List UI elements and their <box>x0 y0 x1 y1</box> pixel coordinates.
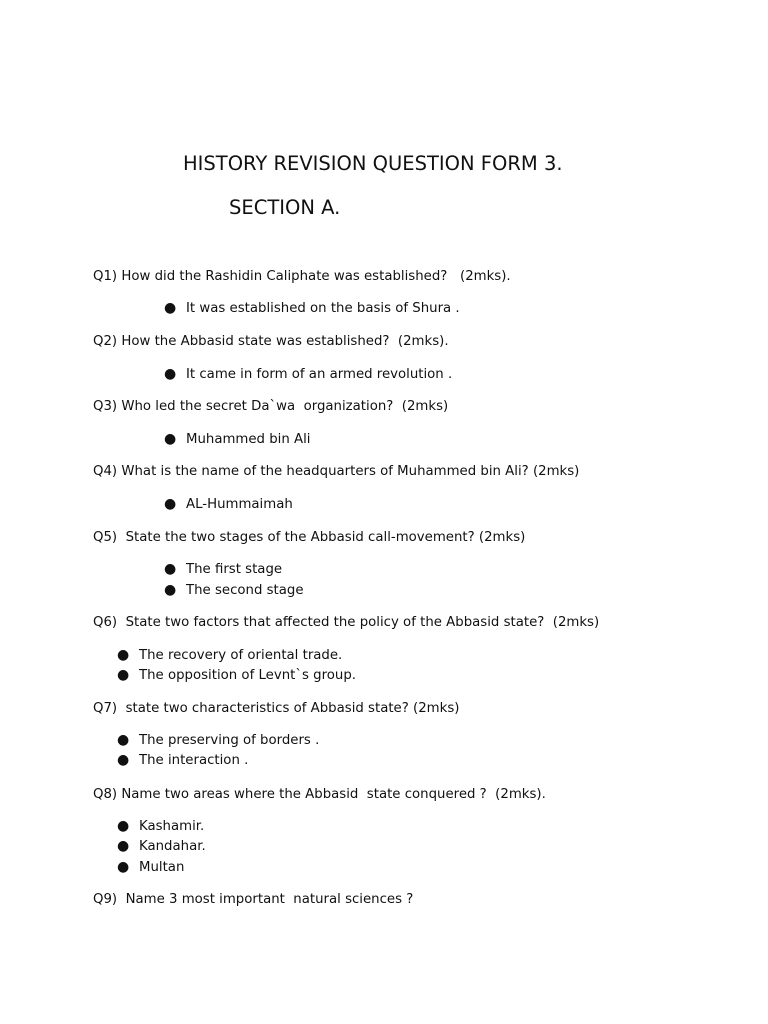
answer-item <box>164 431 311 447</box>
question-3: Q3) Who led the secret Da`wa organization? (2mks) <box>93 399 449 414</box>
answer-text: Kandahar. <box>139 839 206 854</box>
question-5: Q5) State the two stages of the Abbasid call-movement? (2mks) <box>93 530 526 545</box>
bullet-icon: ● <box>164 366 177 382</box>
question-8: Q8) Name two areas where the Abbasid state conquered ? (2mks). <box>93 787 546 802</box>
bullet-icon: ● <box>164 431 177 447</box>
answer-text: The interaction . <box>139 753 249 768</box>
answer-text: Muhammed bin Ali <box>186 432 311 447</box>
question-4: Q4) What is the name of the headquarters of Muhammed bin Ali? (2mks) <box>93 464 580 479</box>
question-2: Q2) How the Abbasid state was established? (2mks). <box>93 334 449 349</box>
bullet-icon: ● <box>164 582 177 598</box>
answer-text: Multan <box>139 860 185 875</box>
question-9: Q9) Name 3 most important natural sciences ? <box>93 892 414 907</box>
bullet-icon: ● <box>117 667 130 683</box>
answer-text: It was established on the basis of Shura . <box>186 301 460 316</box>
answer-item <box>117 667 356 683</box>
answer-text: The first stage <box>186 562 283 577</box>
question-1: Q1) How did the Rashidin Caliphate was established? (2mks). <box>93 269 511 284</box>
question-7: Q7) state two characteristics of Abbasid state? (2mks) <box>93 701 460 716</box>
answer-text: The preserving of borders . <box>139 733 320 748</box>
answer-item <box>164 582 304 598</box>
answer-item <box>117 752 249 768</box>
answer-item <box>164 561 283 577</box>
answer-item <box>117 859 185 875</box>
answer-text: Kashamir. <box>139 819 205 834</box>
question-6: Q6) State two factors that affected the policy of the Abbasid state? (2mks) <box>93 615 600 630</box>
bullet-icon: ● <box>164 496 177 512</box>
answer-item <box>164 366 453 382</box>
bullet-icon: ● <box>164 561 177 577</box>
bullet-icon: ● <box>117 732 130 748</box>
answer-item <box>117 838 206 854</box>
answer-item <box>164 496 293 512</box>
answer-item <box>117 732 320 748</box>
answer-text: It came in form of an armed revolution . <box>186 367 453 382</box>
answer-item <box>117 647 343 663</box>
bullet-icon: ● <box>117 647 130 663</box>
answer-text: The recovery of oriental trade. <box>139 648 343 663</box>
answer-item <box>164 300 460 316</box>
bullet-icon: ● <box>117 838 130 854</box>
answer-item <box>117 818 205 834</box>
bullet-icon: ● <box>117 752 130 768</box>
answer-text: AL-Hummaimah <box>186 497 293 512</box>
answer-text: The second stage <box>186 583 304 598</box>
answer-text: The opposition of Levnt`s group. <box>139 668 356 683</box>
bullet-icon: ● <box>164 300 177 316</box>
section-heading: SECTION A. <box>229 196 341 219</box>
bullet-icon: ● <box>117 859 130 875</box>
bullet-icon: ● <box>117 818 130 834</box>
document-title: HISTORY REVISION QUESTION FORM 3. <box>183 152 563 175</box>
